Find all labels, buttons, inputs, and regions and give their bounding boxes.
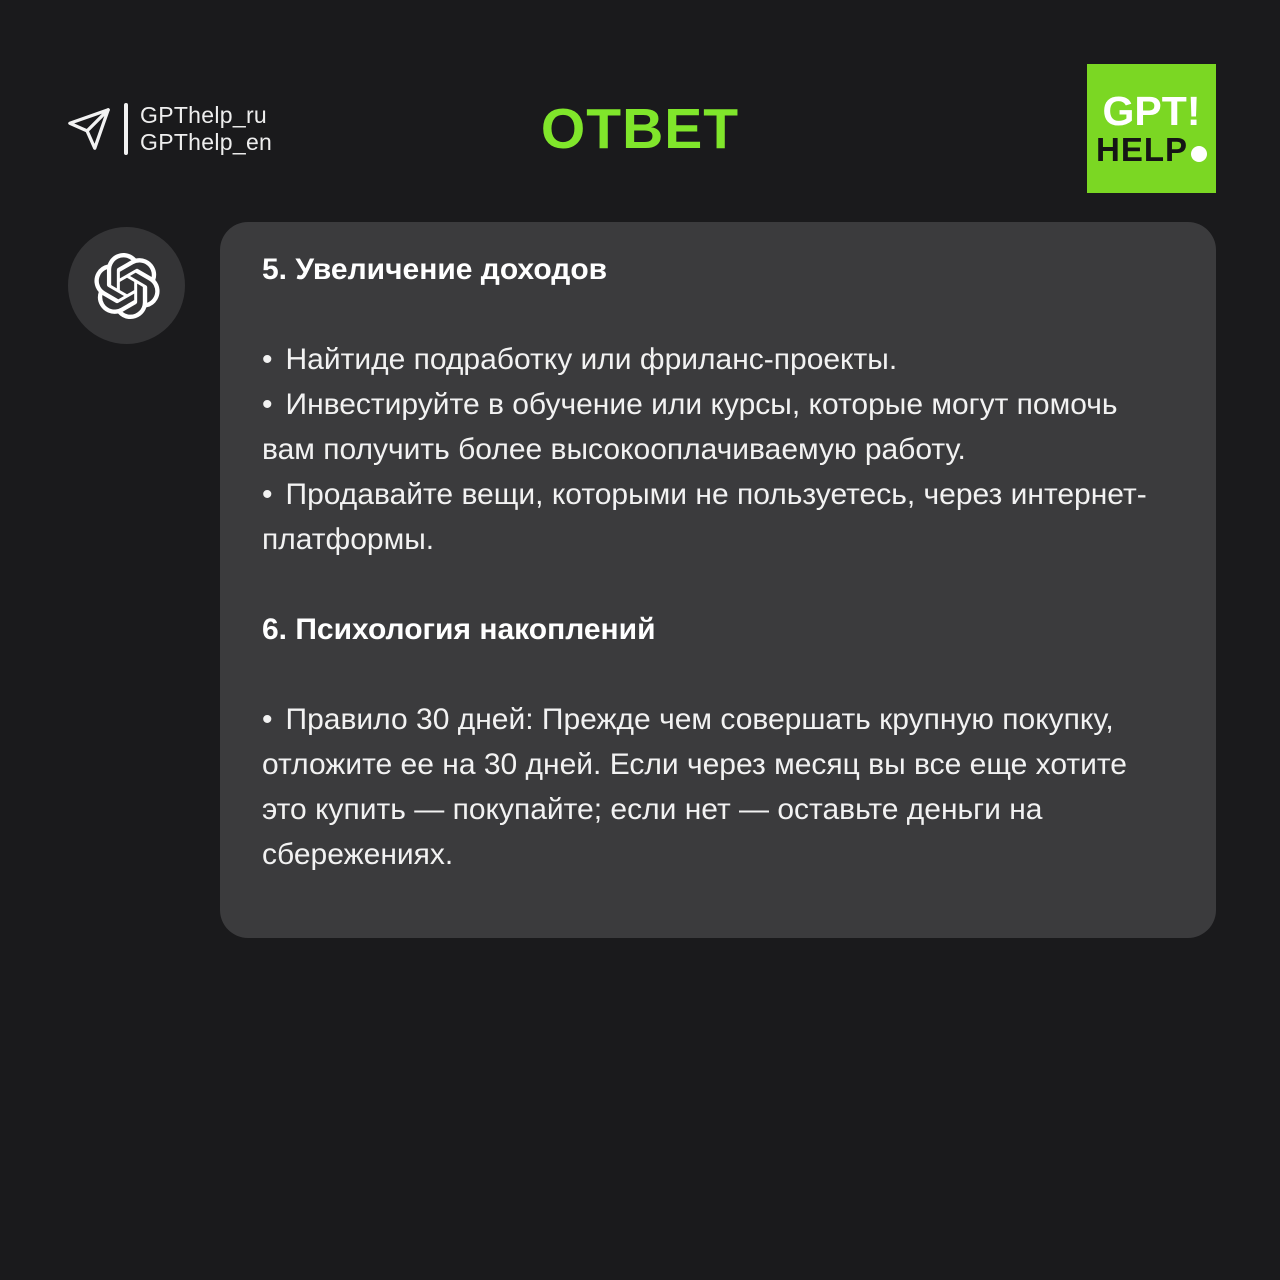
bullet-icon: • [262,343,273,376]
bullet-icon: • [262,388,273,421]
bullet-item [262,697,1172,877]
bullet-icon: • [262,703,273,736]
avatar [68,227,185,344]
section-heading-5: 5. Увеличение доходов [262,253,608,286]
page-title: ОТВЕТ [540,97,740,161]
bullet-text: Продавайте вещи, которыми не пользуетесь, через интернет-платформы. [262,478,1147,556]
logo-text-bottom [1096,132,1207,168]
gpthelp-logo [1087,64,1216,193]
logo-period-dot [1191,146,1207,162]
bullet-text: Правило 30 дней: Прежде чем совершать крупную покупку, отложите ее на 30 дней. Если через месяц вы все еще хотите это купить — покупайте; если нет — оставьте деньги на сбережениях. [262,703,1127,871]
bullet-icon: • [262,478,273,511]
openai-logo-icon [94,253,160,319]
logo-text-bottom-word: HELP [1095,130,1188,168]
section-heading-6: 6. Психология накоплений [262,613,656,646]
logo-text-top: GPT! [1102,87,1201,134]
bullet-text: Найтиде подработку или фриланс-проекты. [285,343,898,376]
answer-card [220,222,1216,938]
bullet-item [262,337,1172,382]
bullet-text: Инвестируйте в обучение или курсы, которые могут помочь вам получить более высокооплачиваемую работу. [262,388,1118,466]
bullet-item [262,382,1172,472]
channel-handle-ru: GPThelp_ru [140,102,268,128]
channel-handle-en: GPThelp_en [140,129,273,155]
bullet-item [262,472,1172,562]
